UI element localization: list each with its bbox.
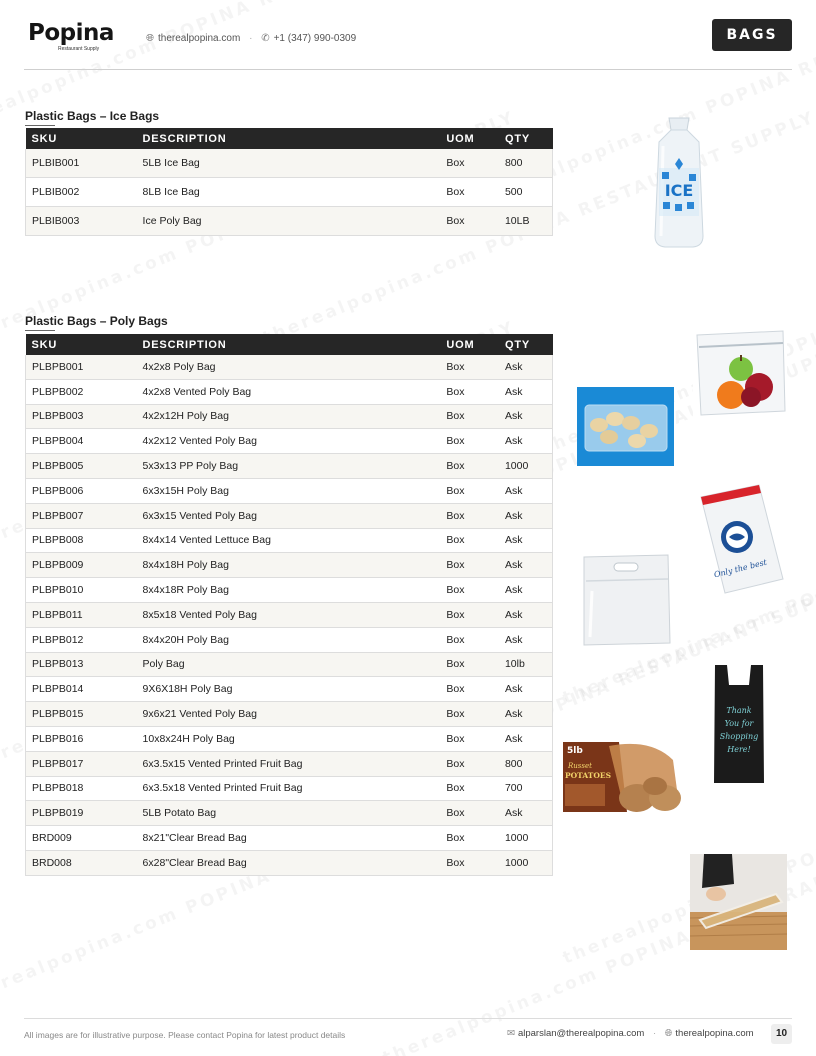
logo-subtitle: Restaurant Supply <box>58 46 100 52</box>
table-row <box>26 602 553 627</box>
table-row <box>26 454 553 479</box>
qty-cell: Ask <box>499 528 553 553</box>
description-cell: 4x2x12H Poly Bag <box>137 404 441 429</box>
column-header-sku: SKU <box>26 128 137 149</box>
category-badge: BAGS <box>712 19 792 51</box>
description-cell: 6x3.5x18 Vented Printed Fruit Bag <box>137 776 441 801</box>
fruit-bag-image <box>693 325 787 419</box>
table-row <box>26 355 553 379</box>
description-cell: 5LB Potato Bag <box>137 801 441 826</box>
qty-cell: 10LB <box>499 207 553 236</box>
sku-cell: PLBPB005 <box>26 454 137 479</box>
qty-cell: Ask <box>499 355 553 379</box>
sku-cell: PLBPB017 <box>26 751 137 776</box>
uom-cell: Box <box>440 178 499 207</box>
sku-cell: PLBPB008 <box>26 528 137 553</box>
potato-bag-variety: Russet <box>568 762 592 770</box>
description-cell: Ice Poly Bag <box>137 207 441 236</box>
sku-cell: PLBIB003 <box>26 207 137 236</box>
potato-bag-name: POTATOES <box>565 771 611 780</box>
header-contact <box>146 33 356 44</box>
uom-cell: Box <box>440 478 499 503</box>
uom-cell: Box <box>440 677 499 702</box>
description-cell: 8x4x20H Poly Bag <box>137 627 441 652</box>
section-title-poly-bags: Plastic Bags – Poly Bags <box>25 314 168 328</box>
sku-cell: PLBPB004 <box>26 429 137 454</box>
qty-cell: Ask <box>499 627 553 652</box>
sku-cell: PLBPB013 <box>26 652 137 677</box>
uom-cell: Box <box>440 602 499 627</box>
description-cell: Poly Bag <box>137 652 441 677</box>
description-cell: 4x2x12 Vented Poly Bag <box>137 429 441 454</box>
uom-cell: Box <box>440 850 499 875</box>
ice-bags-table <box>25 128 553 236</box>
description-cell: 8x5x18 Vented Poly Bag <box>137 602 441 627</box>
uom-cell: Box <box>440 454 499 479</box>
table-row <box>26 503 553 528</box>
table-row <box>26 149 553 178</box>
table-header-row <box>26 128 553 149</box>
table-row <box>26 726 553 751</box>
description-cell: 5x3x13 PP Poly Bag <box>137 454 441 479</box>
description-cell: 8x4x18H Poly Bag <box>137 553 441 578</box>
sku-cell: PLBPB014 <box>26 677 137 702</box>
uom-cell: Box <box>440 751 499 776</box>
bread-bag-image <box>690 854 787 950</box>
table-row <box>26 207 553 236</box>
table-row <box>26 751 553 776</box>
qty-cell: Ask <box>499 429 553 454</box>
uom-cell: Box <box>440 826 499 851</box>
footer-email-link[interactable]: alparslan@therealpopina.com <box>517 1028 645 1039</box>
table-row <box>26 429 553 454</box>
sku-cell: PLBPB007 <box>26 503 137 528</box>
brand-logo[interactable] <box>28 20 118 54</box>
description-cell: 6x3x15H Poly Bag <box>137 478 441 503</box>
column-header-qty: QTY <box>499 128 553 149</box>
sku-cell: PLBPB010 <box>26 578 137 603</box>
description-cell: 5LB Ice Bag <box>137 149 441 178</box>
description-cell: 8x21"Clear Bread Bag <box>137 826 441 851</box>
table-row <box>26 776 553 801</box>
qty-cell: 700 <box>499 776 553 801</box>
description-cell: 4x2x8 Poly Bag <box>137 355 441 379</box>
table-row <box>26 677 553 702</box>
uom-cell: Box <box>440 801 499 826</box>
logo-wordmark: Popina <box>28 20 114 46</box>
table-row <box>26 801 553 826</box>
uom-cell: Box <box>440 149 499 178</box>
ice-bag-image <box>649 116 709 250</box>
section-title-ice-bags: Plastic Bags – Ice Bags <box>25 109 160 123</box>
qty-cell: 1000 <box>499 454 553 479</box>
sku-cell: PLBPB009 <box>26 553 137 578</box>
footer-website-link[interactable]: therealpopina.com <box>675 1028 754 1039</box>
table-row <box>26 702 553 727</box>
qty-cell: 800 <box>499 751 553 776</box>
thank-you-line3: Shopping <box>719 732 759 741</box>
sku-cell: PLBPB001 <box>26 355 137 379</box>
description-cell: 8LB Ice Bag <box>137 178 441 207</box>
qty-cell: Ask <box>499 478 553 503</box>
uom-cell: Box <box>440 404 499 429</box>
description-cell: 9X6X18H Poly Bag <box>137 677 441 702</box>
sku-cell: PLBPB002 <box>26 379 137 404</box>
thank-you-line4: Here! <box>727 745 751 754</box>
qty-cell: Ask <box>499 726 553 751</box>
rolls-tray-image <box>577 387 674 466</box>
qty-cell: 800 <box>499 149 553 178</box>
description-cell: 6x3x15 Vented Poly Bag <box>137 503 441 528</box>
qty-cell: Ask <box>499 404 553 429</box>
table-row <box>26 379 553 404</box>
sku-cell: PLBPB018 <box>26 776 137 801</box>
sku-cell: PLBPB015 <box>26 702 137 727</box>
uom-cell: Box <box>440 776 499 801</box>
thank-you-bag-image <box>713 663 765 787</box>
uom-cell: Box <box>440 528 499 553</box>
qty-cell: 10lb <box>499 652 553 677</box>
sku-cell: PLBPB011 <box>26 602 137 627</box>
potato-bag-image <box>561 740 689 814</box>
table-row <box>26 850 553 875</box>
qty-cell: Ask <box>499 801 553 826</box>
column-header-qty: QTY <box>499 334 553 355</box>
column-header-description: DESCRIPTION <box>137 334 441 355</box>
qty-cell: 500 <box>499 178 553 207</box>
globe-icon: 🌐︎ <box>146 33 154 44</box>
description-cell: 8x4x18R Poly Bag <box>137 578 441 603</box>
table-row <box>26 178 553 207</box>
footer-contact <box>507 1028 754 1039</box>
uom-cell: Box <box>440 429 499 454</box>
contact-separator: · <box>652 1028 657 1039</box>
qty-cell: 1000 <box>499 826 553 851</box>
description-cell: 8x4x14 Vented Lettuce Bag <box>137 528 441 553</box>
sku-cell: PLBPB016 <box>26 726 137 751</box>
qty-cell: Ask <box>499 578 553 603</box>
poly-bags-table <box>25 334 553 876</box>
qty-cell: Ask <box>499 677 553 702</box>
uom-cell: Box <box>440 503 499 528</box>
column-header-sku: SKU <box>26 334 137 355</box>
description-cell: 6x3.5x15 Vented Printed Fruit Bag <box>137 751 441 776</box>
sku-cell: BRD009 <box>26 826 137 851</box>
description-cell: 10x8x24H Poly Bag <box>137 726 441 751</box>
qty-cell: Ask <box>499 602 553 627</box>
uom-cell: Box <box>440 553 499 578</box>
uom-cell: Box <box>440 355 499 379</box>
thank-you-line1: Thank <box>726 706 752 715</box>
sku-cell: PLBIB001 <box>26 149 137 178</box>
uom-cell: Box <box>440 627 499 652</box>
page-number: 10 <box>771 1024 792 1044</box>
mail-icon: ✉ <box>507 1028 515 1039</box>
description-cell: 4x2x8 Vented Poly Bag <box>137 379 441 404</box>
uom-cell: Box <box>440 578 499 603</box>
uom-cell: Box <box>440 702 499 727</box>
uom-cell: Box <box>440 207 499 236</box>
ice-bag-label: ICE <box>664 181 694 200</box>
table-row <box>26 652 553 677</box>
globe-icon: 🌐︎ <box>664 1028 673 1039</box>
table-row <box>26 826 553 851</box>
header-website-link[interactable]: therealpopina.com <box>158 33 241 44</box>
header-phone-link[interactable]: +1 (347) 990-0309 <box>273 33 357 44</box>
footer-divider <box>24 1018 792 1019</box>
seafood-bag-image <box>697 483 787 596</box>
sku-cell: BRD008 <box>26 850 137 875</box>
potato-bag-weight: 5lb <box>567 746 583 756</box>
uom-cell: Box <box>440 726 499 751</box>
table-row <box>26 478 553 503</box>
column-header-uom: UOM <box>440 334 499 355</box>
seafood-bag-slogan: Only the best <box>713 557 768 580</box>
table-row <box>26 627 553 652</box>
description-cell: 9x6x21 Vented Poly Bag <box>137 702 441 727</box>
column-header-uom: UOM <box>440 128 499 149</box>
footer-disclaimer: All images are for illustrative purpose. Please contact Popina for latest product details <box>24 1030 346 1040</box>
sku-cell: PLBPB006 <box>26 478 137 503</box>
qty-cell: 1000 <box>499 850 553 875</box>
table-row <box>26 528 553 553</box>
table-row <box>26 404 553 429</box>
uom-cell: Box <box>440 379 499 404</box>
header-divider <box>24 69 792 70</box>
page-header <box>24 18 792 70</box>
table-header-row <box>26 334 553 355</box>
table-row <box>26 553 553 578</box>
uom-cell: Box <box>440 652 499 677</box>
description-cell: 6x28"Clear Bread Bag <box>137 850 441 875</box>
qty-cell: Ask <box>499 702 553 727</box>
sku-cell: PLBPB012 <box>26 627 137 652</box>
sku-cell: PLBIB002 <box>26 178 137 207</box>
thank-you-line2: You for <box>724 719 754 728</box>
table-row <box>26 578 553 603</box>
contact-separator: · <box>249 33 253 44</box>
qty-cell: Ask <box>499 503 553 528</box>
sku-cell: PLBPB019 <box>26 801 137 826</box>
handle-bag-image <box>578 551 674 649</box>
sku-cell: PLBPB003 <box>26 404 137 429</box>
phone-icon: ✆ <box>261 33 270 44</box>
column-header-description: DESCRIPTION <box>137 128 441 149</box>
qty-cell: Ask <box>499 553 553 578</box>
qty-cell: Ask <box>499 379 553 404</box>
